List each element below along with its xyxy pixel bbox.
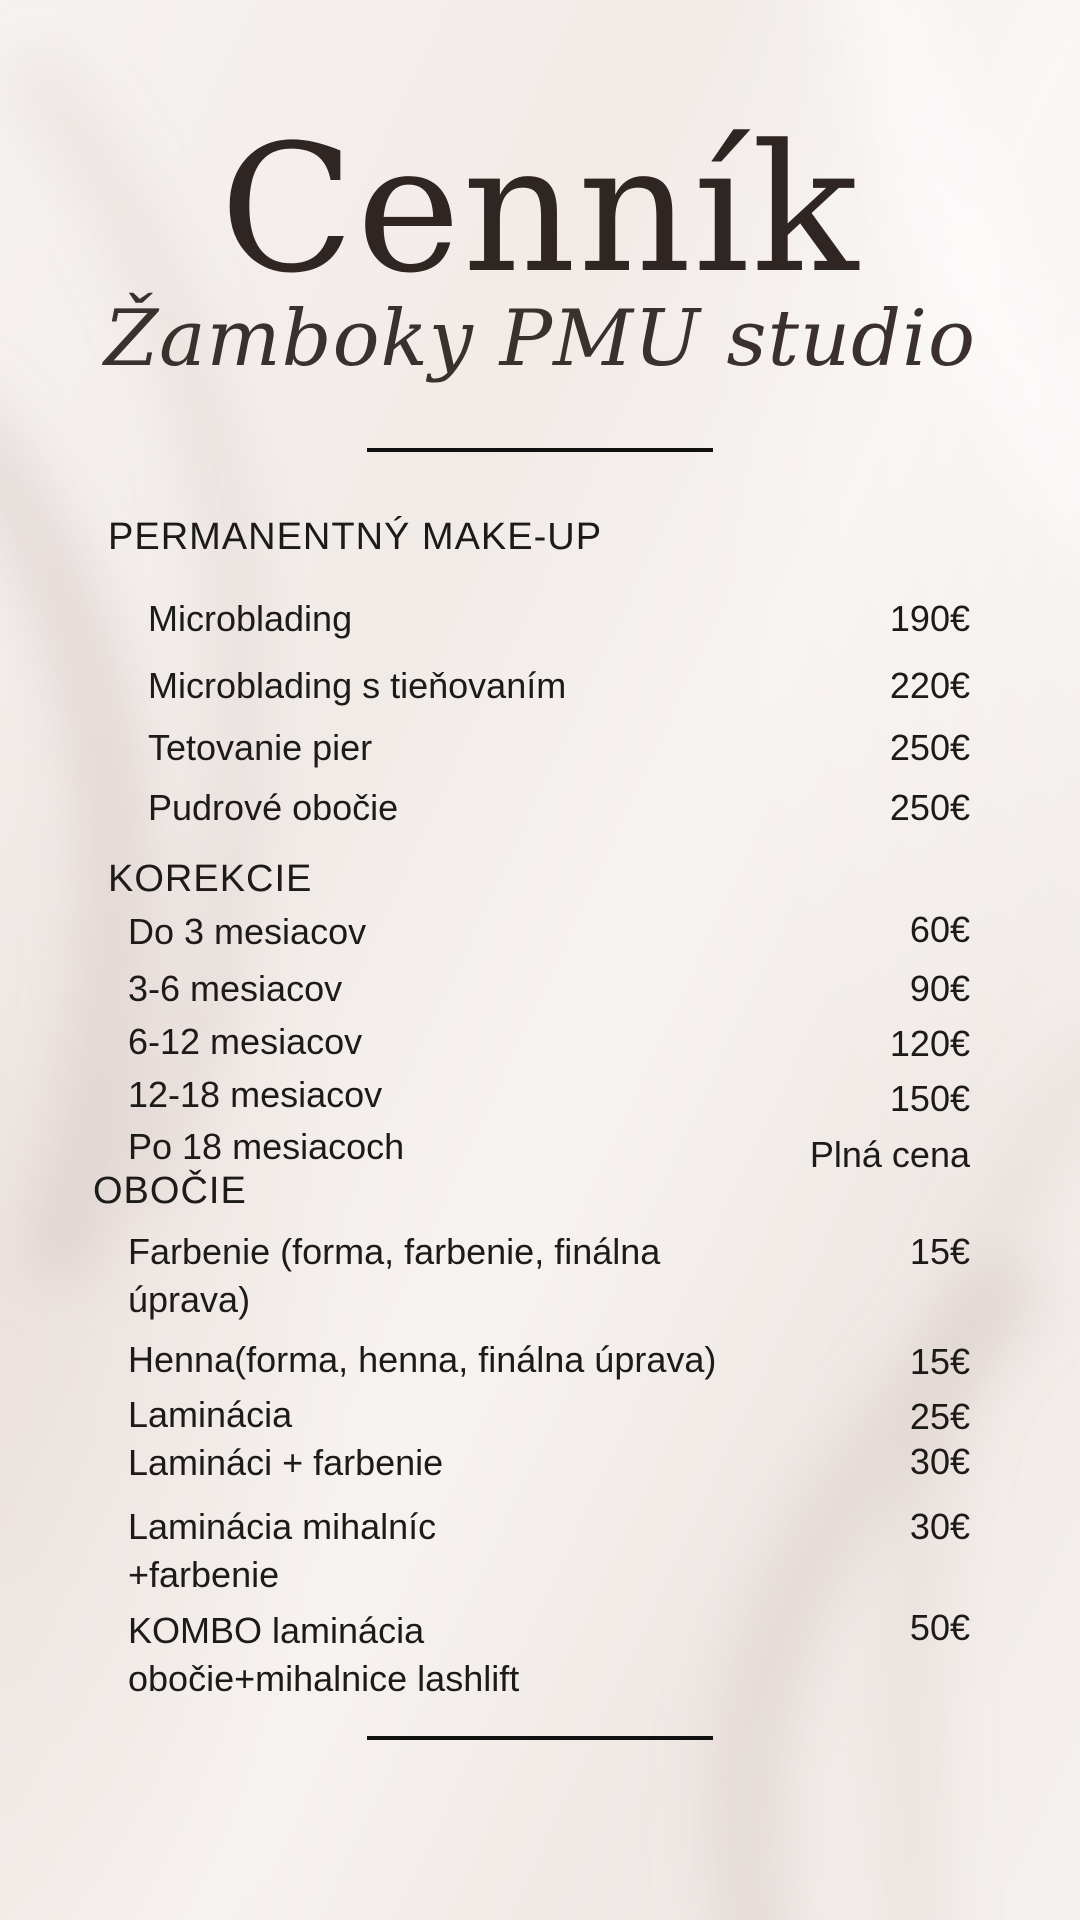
price-item-name-continued: +farbenie: [128, 1554, 280, 1595]
price-item-name: Laminácia: [128, 1394, 293, 1435]
price-item-name: 3-6 mesiacov: [128, 968, 343, 1009]
price-item-name-continued: obočie+mihalnice lashlift: [128, 1658, 520, 1699]
price-item-price: 150€: [889, 1078, 970, 1119]
price-item-name: KOMBO laminácia: [128, 1610, 425, 1651]
price-item-price: 250€: [889, 787, 970, 828]
price-item-name: Henna(forma, henna, finálna úprava): [128, 1339, 717, 1380]
price-item-name: Pudrové obočie: [148, 787, 399, 828]
price-item-name: Lamináci + farbenie: [128, 1442, 444, 1483]
price-item-price: 90€: [909, 968, 970, 1009]
section-title-korekcie: KOREKCIE: [108, 858, 313, 900]
bottom-divider: [367, 1736, 713, 1740]
section-title-permanent-makeup: PERMANENTNÝ MAKE-UP: [108, 516, 603, 558]
price-item-price: 25€: [909, 1396, 970, 1437]
price-item-price: 250€: [889, 727, 970, 768]
price-item-name: Microblading s tieňovaním: [148, 665, 567, 706]
price-item-price: 220€: [889, 665, 970, 706]
price-item-price: 190€: [889, 598, 970, 639]
price-item-price: 30€: [909, 1506, 970, 1547]
price-item-name: 6-12 mesiacov: [128, 1021, 363, 1062]
price-item-price: 120€: [889, 1023, 970, 1064]
price-item-name: Do 3 mesiacov: [128, 911, 367, 952]
studio-name: Žamboky PMU studio: [103, 294, 976, 384]
price-item-price: 30€: [909, 1441, 970, 1482]
price-item-price: 60€: [909, 909, 970, 950]
price-item-name: Laminácia mihalníc: [128, 1506, 437, 1547]
top-divider: [367, 448, 713, 452]
price-item-name-continued: úprava): [128, 1279, 251, 1320]
price-item-name: Microblading: [148, 598, 353, 639]
price-item-name: Po 18 mesiacoch: [128, 1126, 405, 1167]
page-title: Cenník: [219, 107, 861, 312]
price-item-name: 12-18 mesiacov: [128, 1074, 383, 1115]
price-item-price: Plná cena: [809, 1134, 970, 1175]
section-title-obocie: OBOČIE: [93, 1170, 247, 1212]
price-item-price: 15€: [909, 1231, 970, 1272]
price-item-price: 15€: [909, 1341, 970, 1382]
price-item-price: 50€: [909, 1607, 970, 1648]
price-item-name: Farbenie (forma, farbenie, finálna: [128, 1231, 661, 1272]
price-item-name: Tetovanie pier: [148, 727, 373, 768]
